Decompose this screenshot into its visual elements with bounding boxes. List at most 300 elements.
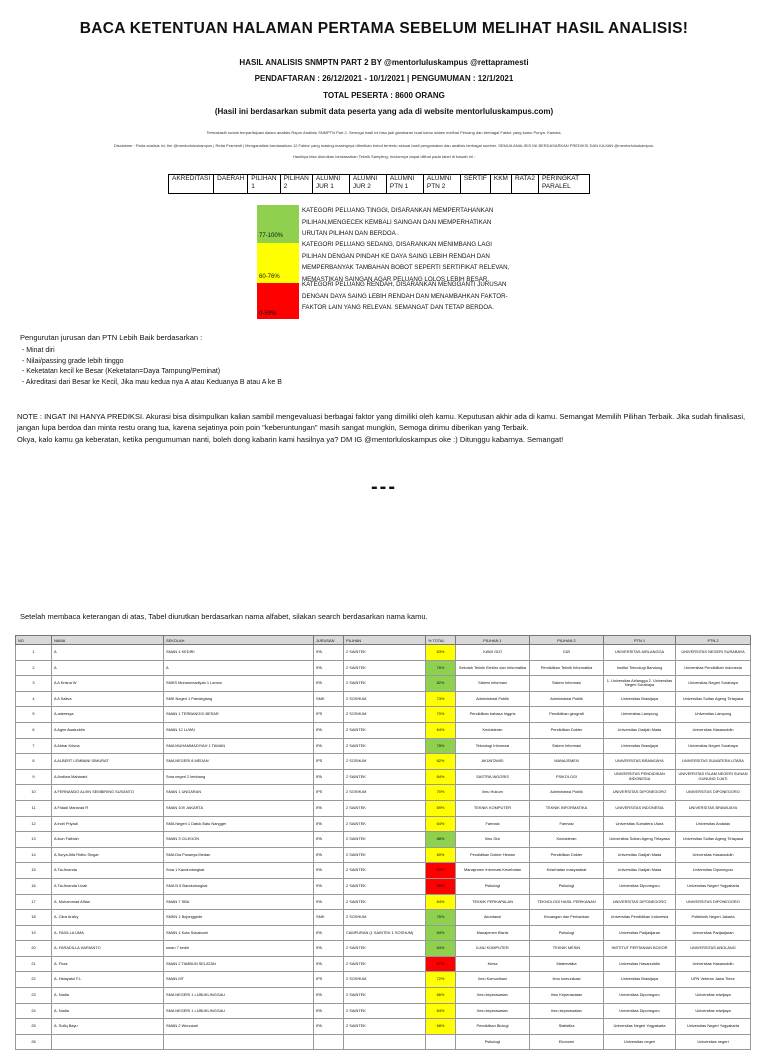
row-pilihan-1: Teknologi Informasi xyxy=(456,738,530,754)
row-pilihan-1: Pendidikan bahasa Inggris xyxy=(456,707,530,723)
row-sekolah: SMAN 2 TAMBUN SELATAN xyxy=(164,956,314,972)
row-ptn-1: Universitas Gadjah Mada xyxy=(604,863,676,879)
sampling-text: Hasilnya bisa diurutkan berdasarkan Teknik Sampling, rinciannya dapat dilihat pada tabel di bawah ini : xyxy=(292,154,476,159)
row-pilihan-1: Farmasi xyxy=(456,816,530,832)
row-pilihan-2: Sistem Informasi xyxy=(530,676,604,692)
row-pilihan: 2 SAINTEK xyxy=(344,645,426,661)
row-pilihan-2: Statistika xyxy=(530,1019,604,1035)
results-table xyxy=(15,635,751,1050)
row-total: 64% xyxy=(426,722,456,738)
row-no: 17 xyxy=(16,894,52,910)
row-ptn-2: Universitas Hasanuddin xyxy=(676,956,751,972)
factor-akreditasi: AKREDITASI xyxy=(169,175,214,194)
row-sekolah: SMA NEGERI 1 LUBUKLINGGAU xyxy=(164,988,314,1004)
row-jurusan: IPA xyxy=(314,863,344,879)
row-ptn-1: Universitas Negeri Yogyakarta xyxy=(604,1019,676,1035)
row-nama: A. Citra Arizky xyxy=(52,910,164,926)
factor-kkm: KKM xyxy=(490,175,511,194)
row-jurusan: IPA xyxy=(314,676,344,692)
row-pilihan: 2 SAINTEK xyxy=(344,988,426,1004)
row-ptn-2: Universitas Lampung xyxy=(676,707,751,723)
row-nama: A Andiwa Maharani xyxy=(52,769,164,785)
table-row xyxy=(16,1034,751,1050)
row-no: 5 xyxy=(16,707,52,723)
row-pilihan-1: KAWI GIZI xyxy=(456,645,530,661)
table-row xyxy=(16,941,751,957)
row-pilihan-2: Matematika xyxy=(530,956,604,972)
row-ptn-1: Universitas Brawijaya xyxy=(604,738,676,754)
row-ptn-1: Universitas Diponegoro xyxy=(604,878,676,894)
row-pilihan: 2 SOSHUM xyxy=(344,972,426,988)
row-pilihan-1: Ilmu Gizi xyxy=(456,832,530,848)
row-pilihan-2: Administrasi Publik xyxy=(530,785,604,801)
row-jurusan: IPA xyxy=(314,738,344,754)
row-jurusan: IPS xyxy=(314,972,344,988)
row-pilihan: 2 SAINTEK xyxy=(344,1019,426,1035)
row-pilihan-1: Administrasi Publik xyxy=(456,691,530,707)
factor-pilihan-1: PILIHAN 1 xyxy=(248,175,280,194)
row-nama: A. Muhammad Alfian xyxy=(52,894,164,910)
row-pilihan: 2 SOSHUM xyxy=(344,785,426,801)
row-jurusan: IPS xyxy=(314,785,344,801)
factor-rata2: RATA2 xyxy=(511,175,538,194)
row-ptn-1: UNIVERSITAS AIRLANGGA xyxy=(604,645,676,661)
row-sekolah: SMAN 1 TERBANGGI BESAR xyxy=(164,707,314,723)
row-pilihan-2: Ilmu komunikasi xyxy=(530,972,604,988)
row-nama: A Akbar Krisna xyxy=(52,738,164,754)
row-no: 22 xyxy=(16,972,52,988)
row-pilihan: 2 SAINTEK xyxy=(344,878,426,894)
ordering-list xyxy=(22,346,282,388)
separator: --- xyxy=(371,476,397,498)
row-pilihan: 2 SAINTEK xyxy=(344,941,426,957)
row-sekolah: A xyxy=(164,660,314,676)
row-ptn-2: UNIVERSITAS DIPONEGORO xyxy=(676,894,751,910)
row-no: 8 xyxy=(16,754,52,770)
row-sekolah: SMA NEGERI 8 MEDAN xyxy=(164,754,314,770)
row-total: 84% xyxy=(426,941,456,957)
table-row xyxy=(16,800,751,816)
row-pilihan-1: Kimia xyxy=(456,956,530,972)
table-intro: Setelah membaca keterangan di atas, Tabel diurutkan berdasarkan nama alfabet, silakan search berdasarkan nama kamu. xyxy=(20,612,428,621)
row-pilihan-2: Psikologi xyxy=(530,925,604,941)
table-row xyxy=(16,816,751,832)
row-no: 18 xyxy=(16,910,52,926)
row-ptn-1: Universitas Diponegoro xyxy=(604,1003,676,1019)
row-sekolah: SMA Negeri 1 Datuk Batu Nangger xyxy=(164,816,314,832)
row-jurusan: IPS xyxy=(314,707,344,723)
row-total: 64% xyxy=(426,894,456,910)
row-ptn-1: Universitas Brawijaya xyxy=(604,691,676,707)
row-pilihan-1: Psikologi xyxy=(456,878,530,894)
row-pilihan: 2 SAINTEK xyxy=(344,832,426,848)
row-total: 53% xyxy=(426,863,456,879)
row-pilihan-2: MANAJEMEN xyxy=(530,754,604,770)
row-jurusan: IPA xyxy=(314,941,344,957)
col-jurusan: JURUSAN xyxy=(314,636,344,645)
row-ptn-1: Universitas Gadjah Mada xyxy=(604,722,676,738)
ordering-item: - Akreditasi dari Besar ke Kecil, Jika mau kedua nya A atau Keduanya B atau A ke B xyxy=(22,378,282,389)
row-pilihan-2: TEKNIK MESIN xyxy=(530,941,604,957)
row-no: 4 xyxy=(16,691,52,707)
table-row xyxy=(16,972,751,988)
row-ptn-1: Universitas negeri xyxy=(604,1034,676,1050)
row-ptn-1: Universitas Brawijaya xyxy=(604,972,676,988)
row-ptn-2: Politeknik Negeri Jakarta xyxy=(676,910,751,926)
ordering-item: - Keketatan kecil ke Besar (Keketatan=Daya Tampung/Peminat) xyxy=(22,367,282,378)
row-pilihan-1: Sekolah Teknik Elektro dan Informatika xyxy=(456,660,530,676)
row-sekolah: Sma 1 Kandunlangkat xyxy=(164,863,314,879)
subtitle: HASIL ANALISIS SNMPTN PART 2 BY @mentorluluskampus @rettapramesti xyxy=(239,58,529,67)
row-ptn-1: Universitas Padjadjaran xyxy=(604,925,676,941)
row-sekolah: SMA Dia Pusanya Medan xyxy=(164,847,314,863)
table-row xyxy=(16,1003,751,1019)
row-pilihan-1: ILMU KOMPUTER xyxy=(456,941,530,957)
row-total: 60% xyxy=(426,847,456,863)
row-sekolah: Sma negeri 2 lembang xyxy=(164,769,314,785)
row-nama: A. Hidayatul F.L xyxy=(52,972,164,988)
row-nama xyxy=(52,1034,164,1050)
row-ptn-1: UNIVERSITAS PENDIDIKAN INDONESIA xyxy=(604,769,676,785)
row-no: 2 xyxy=(16,660,52,676)
row-sekolah: SMK Negeri 1 Pandeglang xyxy=(164,691,314,707)
row-no: 24 xyxy=(16,1003,52,1019)
col-total: % TOTAL xyxy=(426,636,456,645)
row-nama: A. FADILLA UMA xyxy=(52,925,164,941)
row-nama: A Fidadi Mansrad R xyxy=(52,800,164,816)
row-total: 76% xyxy=(426,910,456,926)
row-total: 88% xyxy=(426,832,456,848)
row-sekolah: SMAN 1 Kota Sukabumi xyxy=(164,925,314,941)
table-row xyxy=(16,738,751,754)
row-jurusan: SMK xyxy=(314,910,344,926)
row-ptn-1: Universitas Sultan Ageng Tirtayasa xyxy=(604,832,676,848)
row-jurusan: SMK xyxy=(314,691,344,707)
table-row xyxy=(16,691,751,707)
row-nama: A Tia Ananda xyxy=(52,863,164,879)
row-ptn-2: UNIVERSITAS SUMATERA UTARA xyxy=(676,754,751,770)
factor-pilihan-2: PILIHAN 2 xyxy=(280,175,312,194)
row-total: 57% xyxy=(426,956,456,972)
row-ptn-1: UNIVERSITAS INDONESIA xyxy=(604,800,676,816)
table-row xyxy=(16,676,751,692)
col-no: NO xyxy=(16,636,52,645)
row-nama: A Agim Awaluddin xyxy=(52,722,164,738)
row-ptn-1: Universitas Diponegoro xyxy=(604,988,676,1004)
table-row xyxy=(16,863,751,879)
row-ptn-1: UNIVERSITAS BRAWIJAYA xyxy=(604,754,676,770)
row-pilihan xyxy=(344,1034,426,1050)
row-pilihan-2: Farmasi xyxy=(530,816,604,832)
row-total: 62% xyxy=(426,754,456,770)
row-pilihan-1: TEKNIK KOMPUTER xyxy=(456,800,530,816)
row-pilihan: CAMPURAN (1 SAINTEK 1 SOSHUM) xyxy=(344,925,426,941)
row-nama: A xyxy=(52,645,164,661)
row-sekolah: SMAN 109 JAKARTA xyxy=(164,800,314,816)
row-jurusan xyxy=(314,1034,344,1050)
row-pilihan-2: TEKNIK INFORMATIKA xyxy=(530,800,604,816)
row-total: 64% xyxy=(426,769,456,785)
row-no: 1 xyxy=(16,645,52,661)
table-row xyxy=(16,910,751,926)
row-pilihan: 2 SAINTEK xyxy=(344,863,426,879)
thanks-text: Termakasih sudah berpartisipasi dalam analisis Rapor Analisis SNMPTN Part 2. Semoga hasil ini bisa jadi gambaran buat kamu dalam melihat Peluang dan berbagai Faktor yang kamu Punya. Kamsia. xyxy=(206,130,562,135)
table-row xyxy=(16,832,751,848)
legend-low-range: 0-59% xyxy=(259,311,277,317)
row-jurusan: IPA xyxy=(314,832,344,848)
row-ptn-2: Universitas sriwijaya xyxy=(676,1003,751,1019)
row-nama: A. Firza xyxy=(52,956,164,972)
row-nama: A. Nadia xyxy=(52,988,164,1004)
row-total: 64% xyxy=(426,1003,456,1019)
legend-medium xyxy=(257,243,517,283)
row-pilihan-2: Psikologi xyxy=(530,878,604,894)
legend-high xyxy=(257,205,517,243)
row-pilihan-2: Ilmu keperawatan xyxy=(530,1003,604,1019)
row-nama: A xyxy=(52,660,164,676)
row-ptn-2: UNIVERSITAS DIPONEGORO xyxy=(676,785,751,801)
row-nama: A A Sativa xyxy=(52,691,164,707)
row-pilihan: 2 SAINTEK xyxy=(344,676,426,692)
row-nama: A indri Priyadi xyxy=(52,816,164,832)
row-ptn-2: Universitas Negeri Yogyakarta xyxy=(676,1019,751,1035)
row-pilihan-2: Pendidikan Dokter xyxy=(530,722,604,738)
table-row xyxy=(16,645,751,661)
row-total: 66% xyxy=(426,988,456,1004)
row-total: 72% xyxy=(426,972,456,988)
row-pilihan-1: AKUNTANSI xyxy=(456,754,530,770)
row-jurusan: IPA xyxy=(314,816,344,832)
legend-medium-text: KATEGORI PELUANG SEDANG, DISARANKAN MENIMBANG LAGI PILIHAN DENGAN PINDAH KE DAYA SAING LEBIH RENDAH DAN MEMPERBANYAK TAMBAHAN BOBOT SEPERTI SERTIFIKAT RELEVAN, MEMASTIKAN SAINGAN AGAR PELUANG LOLOS LEBIH BESAR. xyxy=(302,241,510,283)
row-ptn-2: Universitas Sultan Ageng Tirtayasa xyxy=(676,832,751,848)
row-ptn-2: Universitas Negeri Surabaya xyxy=(676,676,751,692)
factor-alumni-jur-2: ALUMNI JUR 2 xyxy=(349,175,386,194)
factor-alumni-ptn-1: ALUMNI PTN 1 xyxy=(386,175,423,194)
row-jurusan: IPA xyxy=(314,722,344,738)
row-ptn-2: Universitas Negeri Yogyakarta xyxy=(676,878,751,894)
row-no: 23 xyxy=(16,988,52,1004)
table-row xyxy=(16,894,751,910)
row-no: 19 xyxy=(16,925,52,941)
row-pilihan: 2 SOSHUM xyxy=(344,754,426,770)
row-pilihan-1: Psikologi xyxy=(456,1034,530,1050)
col-pilihan: PILIHAN xyxy=(344,636,426,645)
row-nama: A Surya Alfa Ridho Singar xyxy=(52,847,164,863)
row-nama: A Tia Ananda Lizah xyxy=(52,878,164,894)
row-no: 13 xyxy=(16,832,52,848)
row-pilihan: 2 SOSHUM xyxy=(344,707,426,723)
row-ptn-2: Universitas sriwijaya xyxy=(676,988,751,1004)
row-pilihan-2: PSIKOLOGI xyxy=(530,769,604,785)
row-no: 3 xyxy=(16,676,52,692)
table-row xyxy=(16,847,751,863)
col-nama: NAMA xyxy=(52,636,164,645)
row-total: 78% xyxy=(426,738,456,754)
row-sekolah: SMAN 1 UNGARAN xyxy=(164,785,314,801)
row-pilihan-1: Pendidikan Dokter Hewan xyxy=(456,847,530,863)
row-pilihan-2: Ilmu Keperawatan xyxy=(530,988,604,1004)
row-ptn-1: 1. Universitas Airlangga 2. Universitas Negeri Surabaya xyxy=(604,676,676,692)
table-row xyxy=(16,754,751,770)
row-pilihan-1: Manajemen Informasi Kesehatan xyxy=(456,863,530,879)
row-pilihan: 2 SOSHUM xyxy=(344,691,426,707)
row-nama: A ALBERT LEMBANI SIMURAT xyxy=(52,754,164,770)
legend-low-swatch xyxy=(257,283,299,319)
col-pilihan-2: PILIHAN 2 xyxy=(530,636,604,645)
table-row xyxy=(16,925,751,941)
disclaimer-text: Disclaimer : Pada analisis ini, tim @mentorluluskampus | Retta Pramesti | Menganalisis berdasarkan 12 Faktor yang masing-masingnya diberikan bobot tertentu sesuai hasil pengamatan dan analisis berbagai sumber. SEMUA ANALISIS INI BERDASARKAN PREDIKSI DAN KAJIAN @mentorluluskampus. xyxy=(113,143,655,148)
row-no: 12 xyxy=(16,816,52,832)
row-pilihan-1: Akuntansi xyxy=(456,910,530,926)
legend-high-range: 77-100% xyxy=(259,233,284,239)
row-sekolah: SMA N 5 Bandudongkal xyxy=(164,878,314,894)
row-no: 6 xyxy=(16,722,52,738)
row-pilihan: 2 SAINTEK xyxy=(344,816,426,832)
row-ptn-2: UPN Veteran Jawa Timur xyxy=(676,972,751,988)
legend-high-text: KATEGORI PELUANG TINGGI, DISARANKAN MEMPERTAHANKAN PILIHAN,MENGECEK KEMBALI SAINGAN DAN MEMPERHATIKAN URUTAN PILIHAN DAN BERDOA . xyxy=(302,207,494,238)
row-jurusan: IPA xyxy=(314,645,344,661)
legend-medium-range: 60-76% xyxy=(259,274,280,280)
row-sekolah: sman 7 kediri xyxy=(164,941,314,957)
row-pilihan: 2 SAINTEK xyxy=(344,738,426,754)
table-body xyxy=(16,645,751,1050)
row-sekolah: SMAN 4 KEDIRI xyxy=(164,645,314,661)
col-ptn-1: PTN 1 xyxy=(604,636,676,645)
row-ptn-2: Universitas Sultan Ageng Tirtayasa xyxy=(676,691,751,707)
row-sekolah: SMAN MT xyxy=(164,972,314,988)
row-pilihan-1: SASTRA INGGRIS xyxy=(456,769,530,785)
basis-note: (Hasil ini berdasarkan submit data peserta yang ada di website mentorluluskampus.com) xyxy=(214,107,554,116)
factor-daerah: DAERAH xyxy=(214,175,248,194)
row-total: 76% xyxy=(426,660,456,676)
row-pilihan-1: Ilmu Hukum xyxy=(456,785,530,801)
row-jurusan: IPA xyxy=(314,660,344,676)
row-sekolah: SMAN 12 LUWU xyxy=(164,722,314,738)
ordering-heading: Pengurutan jurusan dan PTN Lebih Baik berdasarkan : xyxy=(20,333,203,342)
row-ptn-1: Universitas Pendidikan Indonesia xyxy=(604,910,676,926)
row-no: 10 xyxy=(16,785,52,801)
row-jurusan: IPA xyxy=(314,988,344,1004)
row-total: 84% xyxy=(426,925,456,941)
row-pilihan: 2 SAINTEK xyxy=(344,847,426,863)
row-total: 63% xyxy=(426,645,456,661)
row-ptn-1: Institut Teknologi Bandung xyxy=(604,660,676,676)
row-pilihan: 2 SOSHUM xyxy=(344,910,426,926)
table-row xyxy=(16,956,751,972)
row-total: 68% xyxy=(426,1019,456,1035)
row-ptn-2: UNIVERSITAS BRAWIJAYA xyxy=(676,800,751,816)
row-ptn-2: Universitas Andalas xyxy=(676,816,751,832)
row-pilihan-2: Kedokteran xyxy=(530,832,604,848)
page-title: BACA KETENTUAN HALAMAN PERTAMA SEBELUM MELIHAT HASIL ANALISIS! xyxy=(79,20,689,37)
legend-low-text: KATEGORI PELUANG RENDAH, DISARANKAN MENGGANTI JURUSAN DENGAN DAYA SAING LEBIH RENDAH DAN MENAMBAHKAN FAKTOR-FAKTOR LAIN YANG RELEVAN. SEMANGAT DAN TETAP BERDOA. xyxy=(302,281,508,312)
row-pilihan: 2 SAINTEK xyxy=(344,956,426,972)
row-total: 56% xyxy=(426,878,456,894)
row-sekolah: SMA NEGERI 1 LUBUKLINGGAU xyxy=(164,1003,314,1019)
row-ptn-1: Universitas Hasanuddin xyxy=(604,956,676,972)
row-pilihan-1: Ilmu keperawatan xyxy=(456,1003,530,1019)
table-row xyxy=(16,707,751,723)
legend-low xyxy=(257,283,517,319)
row-ptn-2: Universitas Diponegoro xyxy=(676,863,751,879)
table-row xyxy=(16,769,751,785)
row-pilihan: 2 SAINTEK xyxy=(344,800,426,816)
row-pilihan-1: Ilmu keperawatan xyxy=(456,988,530,1004)
row-pilihan: 2 SAINTEK xyxy=(344,1003,426,1019)
row-nama: A. Sofiq Bayu xyxy=(52,1019,164,1035)
row-no: 20 xyxy=(16,941,52,957)
row-pilihan-1: Manajemen Bisnis xyxy=(456,925,530,941)
row-total: 82% xyxy=(426,676,456,692)
row-no: 11 xyxy=(16,800,52,816)
col-sekolah: SEKOLAH xyxy=(164,636,314,645)
row-jurusan: IPA xyxy=(314,894,344,910)
row-no: 14 xyxy=(16,847,52,863)
legend-high-swatch xyxy=(257,205,299,243)
row-pilihan-1: TEKNIK PERKAPALAN xyxy=(456,894,530,910)
col-ptn-2: PTN 2 xyxy=(676,636,751,645)
table-row xyxy=(16,1019,751,1035)
row-pilihan-2: Pendidikan Dokter xyxy=(530,847,604,863)
table-row xyxy=(16,785,751,801)
factor-alumni-ptn-2: ALUMNI PTN 2 xyxy=(423,175,460,194)
row-sekolah: SMAN 2 Wonosari xyxy=(164,1019,314,1035)
registration-dates: PENDAFTARAN : 26/12/2021 - 10/1/2021 | PENGUMUMAN : 12/1/2021 xyxy=(254,74,514,83)
row-nama: A ikon Fathiah xyxy=(52,832,164,848)
row-nama: A FERNANDO ALVIN SEMBIRING SUSANTO xyxy=(52,785,164,801)
row-nama: A aderesya xyxy=(52,707,164,723)
row-no: 9 xyxy=(16,769,52,785)
row-ptn-2: Universitas Pendidikan Indonesia xyxy=(676,660,751,676)
row-pilihan-2: Pendidikan Teknik Informatika xyxy=(530,660,604,676)
row-no: 16 xyxy=(16,878,52,894)
table-row xyxy=(16,722,751,738)
row-ptn-1: UNIVERSITAS DIPONEGORO xyxy=(604,894,676,910)
row-pilihan-2: Administrasi Publik xyxy=(530,691,604,707)
row-no: 25 xyxy=(16,1019,52,1035)
row-ptn-2: UNIVERSITAS NEGERI SURABAYA xyxy=(676,645,751,661)
row-jurusan: IPA xyxy=(314,1003,344,1019)
row-total: 73% xyxy=(426,691,456,707)
row-pilihan-2: Keuangan dan Perbankan xyxy=(530,910,604,926)
row-pilihan-1: Ilmu Komunikasi xyxy=(456,972,530,988)
row-nama: A. FARADILLA HARIANTO xyxy=(52,941,164,957)
row-total xyxy=(426,1034,456,1050)
row-ptn-2: Universitas Hasanuddin xyxy=(676,847,751,863)
note-text: NOTE : INGAT INI HANYA PREDIKSI. Akurasi bisa disimpulkan kalian sambil mengevaluasi berbagai faktor yang dimiliki oleh kamu. Keputusan akhir ada di kamu. Semangat Memilih Pilihan Terbaik. Jika sudah finalisasi, jangan lupa berdoa dan minta restu orang tua, karena sejatinya poin poin "keberuntungan" masih sangat mungkin, Semoga dirimu diberikan yang Terbaik. xyxy=(17,412,746,432)
row-pilihan-2: Ekonomi xyxy=(530,1034,604,1050)
ordering-item: - Minat diri xyxy=(22,346,282,357)
row-no: 26 xyxy=(16,1034,52,1050)
row-jurusan: IPS xyxy=(314,754,344,770)
row-jurusan: IPA xyxy=(314,956,344,972)
row-pilihan-2: Sistem Informasi xyxy=(530,738,604,754)
row-pilihan-2: TEKNOLOGI HASIL PERIKANAN xyxy=(530,894,604,910)
table-row xyxy=(16,660,751,676)
row-sekolah: SMAN 7 SBA xyxy=(164,894,314,910)
col-pilihan-1: PILIHAN 1 xyxy=(456,636,530,645)
row-sekolah: SMAN 3 CILEGON xyxy=(164,832,314,848)
row-sekolah xyxy=(164,1034,314,1050)
factor-sertif: SERTIF xyxy=(460,175,490,194)
legend-medium-swatch xyxy=(257,243,299,283)
row-pilihan: 2 SAINTEK xyxy=(344,894,426,910)
row-total: 64% xyxy=(426,816,456,832)
row-ptn-2: UNIVERSITAS ISLAM NEGERI SUNAN GUNUNG DJATI xyxy=(676,769,751,785)
row-pilihan: 2 SAINTEK xyxy=(344,722,426,738)
factor-alumni-jur-1: ALUMNI JUR 1 xyxy=(312,175,349,194)
row-jurusan: IPA xyxy=(314,925,344,941)
